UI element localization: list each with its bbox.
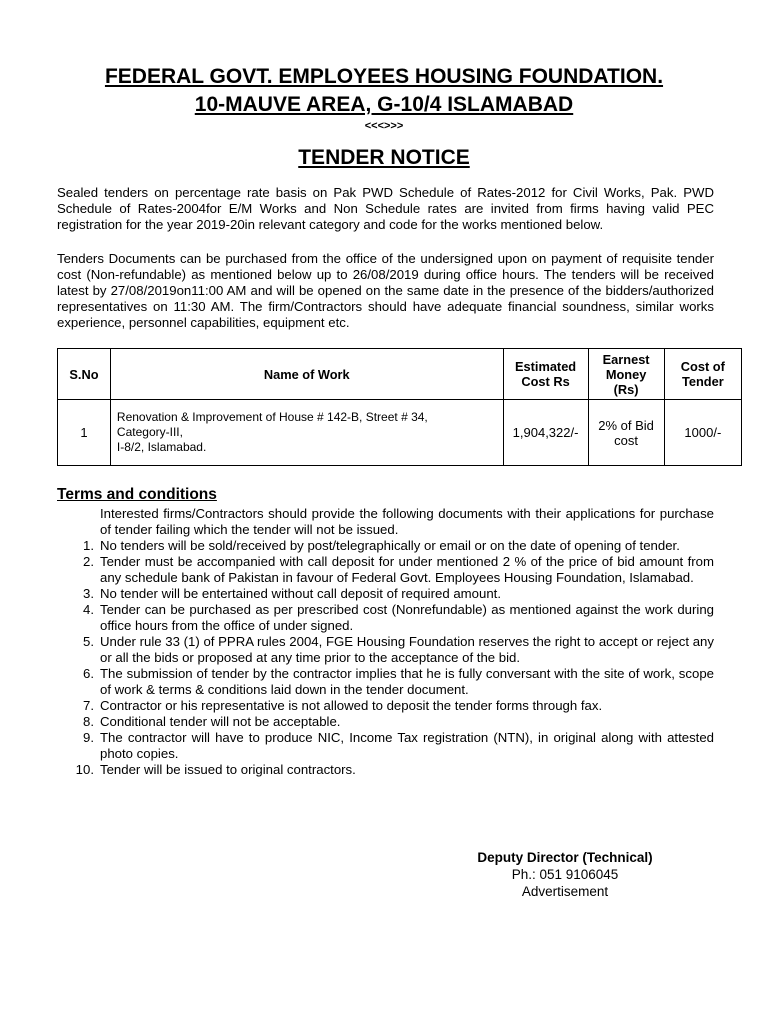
item-number: 4. [83,602,94,617]
list-item [57,698,714,714]
terms-intro: Interested firms/Contractors should provide the following documents with their applications for purchase of tender failing which the tender will not be issued. [100,506,714,537]
header-sno: S.No [58,349,111,400]
header-name-of-work: Name of Work [110,349,503,400]
item-text: Contractor or his representative is not allowed to deposit the tender forms through fax. [100,698,603,713]
item-number: 10. [75,762,94,777]
header-earnest-money: Earnest Money (Rs) [588,349,664,400]
table-row [58,400,742,466]
item-text: Conditional tender will not be acceptable. [100,714,341,729]
item-number: 8. [83,714,94,729]
signature-block [430,849,700,900]
cell-earnest-money: 2% of Bid cost [588,400,664,466]
work-line-3: I-8/2, Islamabad. [116,440,207,454]
item-number: 2. [83,554,94,569]
cell-cost-of-tender: 1000/- [664,400,741,466]
item-number: 9. [83,730,94,745]
list-item [57,554,714,586]
item-number: 6. [83,666,94,681]
terms-list [57,538,714,778]
item-text: The contractor will have to produce NIC, Income Tax registration (NTN), in original along with attested photo copies. [100,730,714,761]
item-text: No tenders will be sold/received by post/telegraphically or email or on the date of opening of tender. [100,538,680,553]
item-text: Tender will be issued to original contractors. [100,762,356,777]
purchase-paragraph: Tenders Documents can be purchased from the office of the undersigned upon on payment of requisite tender cost (Non-refundable) as mentioned below up to 26/08/2019 during office hours. The tenders will be received latest by 27/08/2019on11:00 AM and will be opened on the same date in the presence of the bidders/authorized representatives on 11:30 AM. The firm/Contractors should have adequate financial soundness, similar works experience, personnel capabilities, equipment etc. [57,251,714,330]
list-item [57,666,714,698]
signatory-phone: Ph.: 051 9106045 [511,867,619,882]
work-line-2: Category-III, [116,425,183,439]
item-number: 3. [83,586,94,601]
cell-sno: 1 [58,400,111,466]
item-text: Under rule 33 (1) of PPRA rules 2004, FGE Housing Foundation reserves the right to accept or reject any or all the bids or proposed at any time prior to the acceptance of the bid. [100,634,714,665]
item-number: 7. [83,698,94,713]
organization-address: 10-MAUVE AREA, G-10/4 ISLAMABAD [194,93,574,116]
list-item [57,538,714,554]
list-item [57,602,714,634]
list-item [57,730,714,762]
intro-paragraph: Sealed tenders on percentage rate basis on Pak PWD Schedule of Rates-2012 for Civil Works, Pak. PWD Schedule of Rates-2004for E/M Works and Non Schedule rates are invited from firms having valid PEC registration for the year 2019-20in relevant category and code for the works mentioned below. [57,185,714,232]
list-item [57,634,714,666]
header-cost-of-tender: Cost of Tender [664,349,741,400]
header-separator: <<<>>> [364,120,404,132]
item-number: 1. [83,538,94,553]
tender-table [57,348,742,466]
terms-section [57,506,714,778]
header-estimated-cost: Estimated Cost Rs [503,349,588,400]
work-line-1: Renovation & Improvement of House # 142-B, Street # 34, [116,410,428,424]
table-header-row [58,349,742,400]
terms-heading: Terms and conditions [57,486,217,503]
item-text: Tender can be purchased as per prescribed cost (Nonrefundable) as mentioned against the work during office hours from the office of under signed. [100,602,714,633]
item-number: 5. [83,634,94,649]
cell-name-of-work [110,400,503,466]
item-text: No tender will be entertained without call deposit of required amount. [100,586,501,601]
signatory-designation: Deputy Director (Technical) [477,850,653,865]
page-title: TENDER NOTICE [298,146,470,169]
advertisement-label: Advertisement [521,884,609,899]
list-item [57,762,714,778]
organization-name: FEDERAL GOVT. EMPLOYEES HOUSING FOUNDATION. [104,65,664,88]
item-text: The submission of tender by the contractor implies that he is fully conversant with the site of work, scope of work & terms & conditions laid down in the tender document. [100,666,714,697]
list-item [57,714,714,730]
list-item [57,586,714,602]
item-text: Tender must be accompanied with call deposit for under mentioned 2 % of the price of bid amount from any schedule bank of Pakistan in favour of Federal Govt. Employees Housing Foundation, Islamabad. [100,554,714,585]
cell-estimated-cost: 1,904,322/- [503,400,588,466]
